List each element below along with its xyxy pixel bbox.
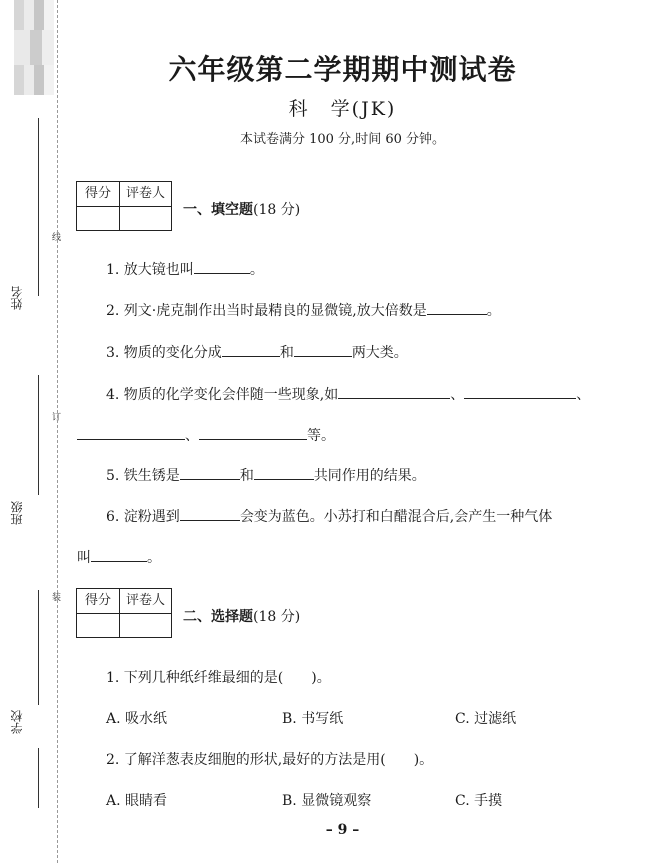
fill-q6	[106, 506, 552, 526]
section1-points: (18 分)	[253, 202, 301, 218]
choice-q1-option-c[interactable]: C. 过滤纸	[455, 711, 517, 727]
fill-q1	[106, 259, 264, 279]
choice-q2: 2. 了解洋葱表皮细胞的形状,最好的方法是用( )。	[106, 752, 434, 768]
exam-note: 本试卷满分 100 分,时间 60 分钟。	[239, 132, 446, 147]
fill-q2-end: 。	[486, 303, 501, 319]
exam-subject: 科 学(JK)	[288, 98, 397, 120]
fill-q3-end: 两大类。	[351, 345, 408, 361]
class-label: 班级	[10, 501, 24, 525]
fill-q6-blank2[interactable]	[91, 548, 147, 562]
fill-q6-cont	[77, 547, 161, 567]
section1-heading	[183, 199, 300, 219]
score-label: 得分	[84, 186, 111, 201]
choice-q1: 1. 下列几种纸纤维最细的是( )。	[106, 670, 331, 686]
fill-q3	[106, 342, 408, 362]
cut-mark-line: 线	[52, 233, 62, 243]
fill-q6-end: 。	[147, 550, 161, 566]
fill-q3-text: 3. 物质的变化分成	[106, 345, 222, 361]
fill-q4	[106, 384, 590, 404]
fill-q1-end: 。	[249, 262, 264, 278]
section2-points: (18 分)	[253, 609, 301, 625]
bottom-underline	[38, 748, 39, 808]
fill-q6-blank1[interactable]	[180, 507, 240, 521]
exam-title: 六年级第二学期期中测试卷	[168, 53, 517, 86]
school-underline	[38, 590, 39, 705]
fill-q2-text: 2. 列文·虎克制作出当时最精良的显微镜,放大倍数是	[106, 303, 427, 319]
fill-q5-blank1[interactable]	[180, 466, 240, 480]
cut-mark-bind: 订	[52, 413, 62, 423]
fill-q2	[106, 300, 501, 320]
fill-q6-mid: 会变为蓝色。小苏打和白醋混合后,会产生一种气体	[239, 509, 553, 525]
section2-title: 二、选择题	[183, 609, 253, 625]
fill-q1-text: 1. 放大镜也叫	[106, 262, 194, 278]
fill-q2-blank[interactable]	[427, 301, 487, 315]
fill-q5-blank2[interactable]	[254, 466, 314, 480]
score-label: 得分	[84, 593, 111, 608]
fill-q1-blank[interactable]	[194, 260, 250, 274]
fill-q4-end: 等。	[307, 428, 335, 444]
fill-q5-text: 5. 铁生锈是	[106, 468, 180, 484]
fill-q4-sep1: 、	[450, 387, 465, 403]
school-label: 学校	[10, 710, 24, 734]
fill-q4-text: 4. 物质的化学变化会伴随一些现象,如	[106, 387, 339, 403]
fill-q4-blank1[interactable]	[338, 385, 450, 399]
cut-mark-pack: 装	[52, 593, 62, 603]
choice-q1-option-a[interactable]: A. 吸水纸	[106, 711, 168, 727]
fill-q6-call: 叫	[77, 550, 91, 566]
score-box-rule	[77, 206, 171, 207]
score-box-rule	[77, 613, 171, 614]
fill-q5-end: 共同作用的结果。	[313, 468, 426, 484]
choice-q1-option-b[interactable]: B. 书写纸	[282, 711, 344, 727]
fill-q4-blank4[interactable]	[199, 426, 307, 440]
class-underline	[38, 375, 39, 495]
fill-q3-and: 和	[279, 345, 294, 361]
page-number: – 9 –	[325, 822, 360, 838]
fill-q5-and: 和	[239, 468, 254, 484]
section1-title: 一、填空题	[183, 202, 253, 218]
grader-label: 评卷人	[125, 186, 165, 201]
section2-heading	[183, 606, 300, 626]
fill-q4-sep2: 、	[576, 387, 591, 403]
score-box-section2	[76, 588, 172, 638]
fill-q4-blank2[interactable]	[464, 385, 576, 399]
fill-q3-blank1[interactable]	[222, 343, 280, 357]
grader-label: 评卷人	[125, 593, 165, 608]
fill-q5	[106, 465, 426, 485]
fill-q3-blank2[interactable]	[294, 343, 352, 357]
score-box-section1	[76, 181, 172, 231]
choice-q2-option-a[interactable]: A. 眼睛看	[106, 793, 168, 809]
choice-q2-option-b[interactable]: B. 显微镜观察	[282, 793, 372, 809]
fill-q4-cont	[77, 425, 335, 445]
fill-q6-text: 6. 淀粉遇到	[106, 509, 180, 525]
fill-q4-sep3: 、	[185, 428, 199, 444]
choice-q2-option-c[interactable]: C. 手摸	[455, 793, 503, 809]
fill-q4-blank3[interactable]	[77, 426, 185, 440]
name-label: 姓名	[10, 286, 24, 310]
